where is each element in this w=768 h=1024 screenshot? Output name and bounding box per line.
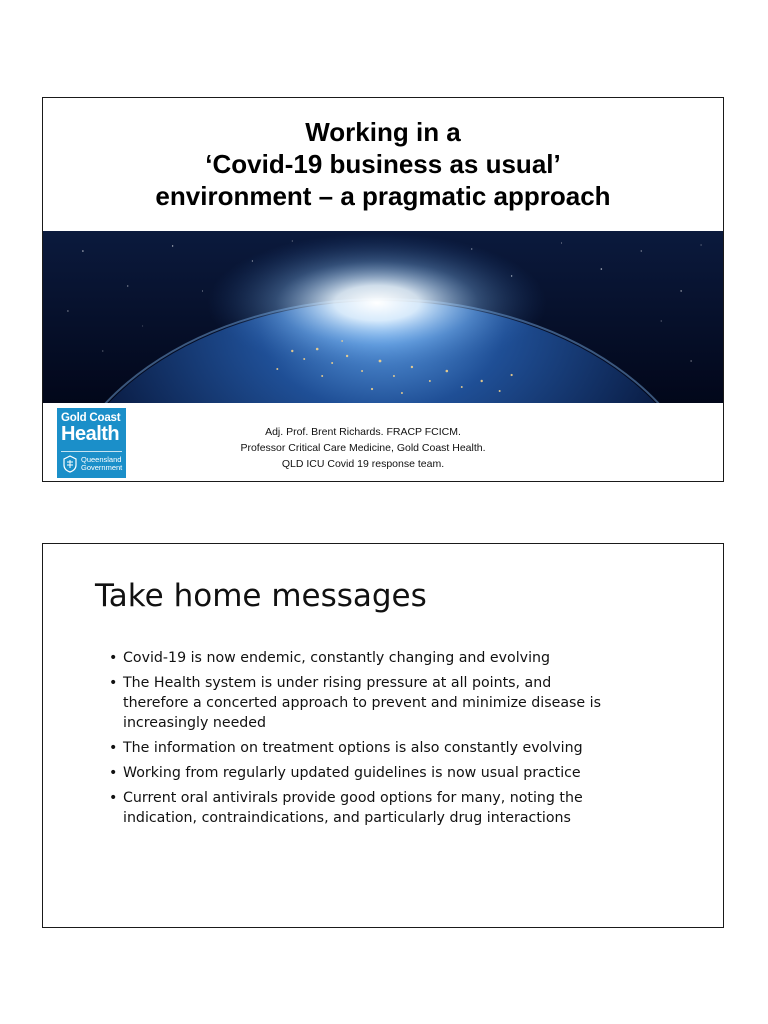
bullet-icon: •	[109, 790, 118, 806]
title-line: ‘Covid-19 business as usual’	[205, 149, 561, 179]
title-line: Working in a	[305, 117, 461, 147]
bullet-text: Current oral antivirals provide good options for many, noting the	[123, 790, 583, 806]
queensland-crest-icon	[61, 455, 79, 473]
slide-title-text: Take home messages	[95, 578, 427, 614]
logo-divider	[61, 451, 122, 452]
logo-text-line2: Health	[61, 423, 120, 445]
title-line: environment – a pragmatic approach	[155, 181, 611, 211]
bullet-text: The information on treatment options is also constantly evolving	[123, 740, 583, 756]
bullet-icon: •	[109, 740, 118, 756]
bullet-item	[109, 763, 699, 783]
gold-coast-health-logo	[57, 408, 126, 478]
bullet-icon: •	[109, 675, 118, 691]
bullet-list	[109, 648, 699, 833]
bullet-icon: •	[109, 650, 118, 666]
earth-from-space-image	[43, 231, 723, 403]
bullet-text: indication, contraindications, and particularly drug interactions	[123, 810, 571, 826]
bullet-icon: •	[109, 765, 118, 781]
bullet-text: The Health system is under rising pressure at all points, and	[123, 675, 552, 691]
presentation-title	[43, 116, 723, 212]
bullet-text: Working from regularly updated guidelines is now usual practice	[123, 765, 581, 781]
logo-gov-line1: Queensland	[81, 455, 122, 464]
bullet-item	[109, 738, 699, 758]
bullet-item	[109, 648, 699, 668]
logo-gov-line2: Government	[81, 463, 123, 472]
bullet-text: increasingly needed	[123, 715, 267, 731]
bullet-item	[109, 788, 699, 828]
bullet-text: therefore a concerted approach to prevent and minimize disease is	[123, 695, 601, 711]
presenter-line: QLD ICU Covid 19 response team.	[281, 458, 445, 470]
presenter-line: Adj. Prof. Brent Richards. FRACP FCICM.	[265, 426, 461, 438]
logo-text-line1: Gold Coast	[61, 412, 121, 424]
slide-take-home-messages	[42, 543, 724, 928]
presenter-line: Professor Critical Care Medicine, Gold Coast Health.	[240, 442, 486, 454]
presenter-info	[213, 424, 513, 472]
bullet-text: Covid-19 is now endemic, constantly changing and evolving	[123, 650, 551, 666]
bullet-item	[109, 673, 699, 733]
slide-title	[42, 97, 724, 482]
